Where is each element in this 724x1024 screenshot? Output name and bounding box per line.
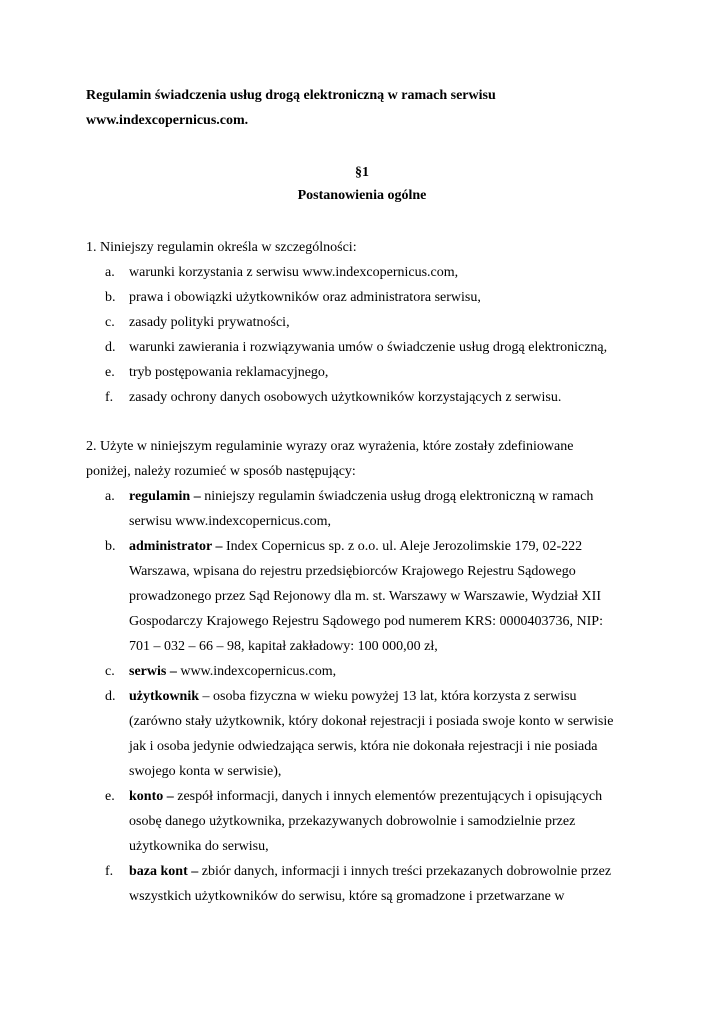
definition-letter: e. bbox=[105, 789, 115, 804]
definition-line: Warszawa, wpisana do rejestru przedsiębiorców Krajowego Rejestru Sądowego bbox=[129, 564, 576, 579]
definition-line: zbiór danych, informacji i innych treści przekazanych dobrowolnie przez bbox=[198, 864, 612, 879]
list-item-text: zasady polityki prywatności, bbox=[129, 315, 290, 330]
list-item-letter: e. bbox=[105, 365, 115, 380]
definition-text bbox=[129, 784, 649, 859]
definition-letter: c. bbox=[105, 664, 115, 679]
document-title-line-2: www.indexcopernicus.com. bbox=[86, 113, 249, 128]
list-item-text: tryb postępowania reklamacyjnego, bbox=[129, 365, 329, 380]
definition-term: administrator – bbox=[129, 539, 223, 554]
para2-intro-line-2: poniżej, należy rozumieć w sposób następujący: bbox=[86, 464, 356, 479]
list-item-letter: d. bbox=[105, 340, 116, 355]
definition-text bbox=[129, 484, 649, 534]
list-item-text: warunki zawierania i rozwiązywania umów o świadczenie usług drogą elektroniczną, bbox=[129, 340, 608, 355]
list-item-text: prawa i obowiązki użytkowników oraz administratora serwisu, bbox=[129, 290, 481, 305]
definition-line: swojego konta w serwisie), bbox=[129, 764, 282, 779]
definition-line: Index Copernicus sp. z o.o. ul. Aleje Jerozolimskie 179, 02-222 bbox=[222, 539, 583, 554]
definition-letter: d. bbox=[105, 689, 116, 704]
definition-line: zespół informacji, danych i innych elementów prezentujących i opisujących bbox=[173, 789, 603, 804]
definition-term: regulamin – bbox=[129, 489, 201, 504]
definition-text bbox=[129, 659, 649, 684]
list-item-letter: b. bbox=[105, 290, 116, 305]
definition-line: 701 – 032 – 66 – 98, kapitał zakładowy: 100 000,00 zł, bbox=[129, 639, 438, 654]
definition-line: (zarówno stały użytkownik, który dokonał rejestracji i posiada swoje konto w serwisie bbox=[129, 714, 614, 729]
definition-text bbox=[129, 859, 649, 909]
definition-term: użytkownik bbox=[129, 689, 200, 704]
section-number: §1 bbox=[355, 165, 369, 180]
para2-intro-line-1: 2. Użyte w niniejszym regulaminie wyrazy oraz wyrażenia, które zostały zdefiniowane bbox=[86, 439, 574, 454]
list-item-letter: a. bbox=[105, 265, 115, 280]
definition-letter: a. bbox=[105, 489, 115, 504]
definition-line: niniejszy regulamin świadczenia usług drogą elektroniczną w ramach bbox=[200, 489, 594, 504]
definition-term: baza kont – bbox=[129, 864, 199, 879]
section-heading: Postanowienia ogólne bbox=[297, 188, 427, 203]
definition-line: wszystkich użytkowników do serwisu, które są gromadzone i przetwarzane w bbox=[129, 889, 565, 904]
list-item-letter: f. bbox=[105, 390, 114, 405]
definition-line: prowadzonego przez Sąd Rejonowy dla m. st. Warszawy w Warszawie, Wydział XII bbox=[129, 589, 601, 604]
definition-line: użytkownika do serwisu, bbox=[129, 839, 269, 854]
definition-line: – osoba fizyczna w wieku powyżej 13 lat, która korzysta z serwisu bbox=[199, 689, 577, 704]
list-item-text: zasady ochrony danych osobowych użytkowników korzystających z serwisu. bbox=[129, 390, 562, 405]
definition-line: jak i osoba jedynie odwiedzająca serwis, która nie dokonała rejestracji i nie posiada bbox=[129, 739, 598, 754]
definition-letter: b. bbox=[105, 539, 116, 554]
definition-line: osobę danego użytkownika, przekazywanych dobrowolnie i samodzielnie przez bbox=[129, 814, 576, 829]
list-item-letter: c. bbox=[105, 315, 115, 330]
definition-letter: f. bbox=[105, 864, 114, 879]
list-item-text: warunki korzystania z serwisu www.indexcopernicus.com, bbox=[129, 265, 459, 280]
definition-term: serwis – bbox=[129, 664, 177, 679]
definition-term: konto – bbox=[129, 789, 174, 804]
definition-line: serwisu www.indexcopernicus.com, bbox=[129, 514, 332, 529]
para1-intro: 1. Niniejszy regulamin określa w szczególności: bbox=[86, 240, 357, 255]
definition-line: www.indexcopernicus.com, bbox=[176, 664, 337, 679]
definition-text bbox=[129, 684, 649, 784]
definition-line: Gospodarczy Krajowego Rejestru Sądowego pod numerem KRS: 0000403736, NIP: bbox=[129, 614, 603, 629]
definition-text bbox=[129, 534, 649, 659]
document-title-line-1: Regulamin świadczenia usług drogą elektroniczną w ramach serwisu bbox=[86, 88, 496, 103]
